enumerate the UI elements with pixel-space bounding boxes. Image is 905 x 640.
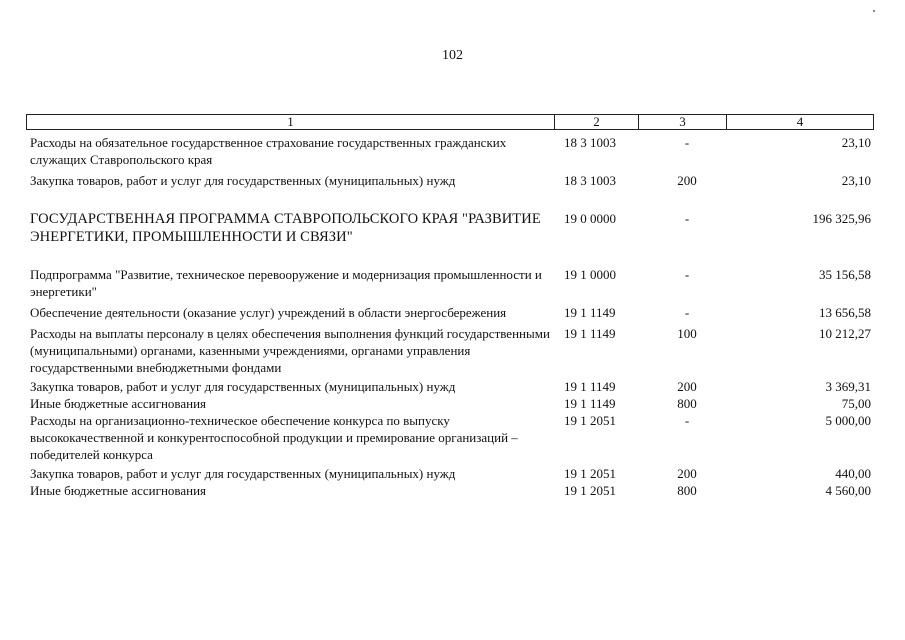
page-number: 102: [442, 48, 463, 63]
row-code: 19 1 1149: [564, 305, 616, 320]
row-type: -: [684, 305, 690, 320]
row-code: 19 1 1149: [564, 396, 616, 411]
scan-speck: [873, 10, 875, 12]
row-type: -: [684, 211, 690, 226]
row-code: 19 1 2051: [564, 466, 616, 481]
row-type: -: [684, 135, 690, 150]
row-sum: 10 212,27: [819, 326, 871, 341]
row-name: Расходы на организационно-техническое обеспечение конкурса по выпуску высококачественной и конкурентоспособной продукции и премирование организаций – победителей конкурса: [30, 413, 518, 462]
row-name: Закупка товаров, работ и услуг для государственных (муниципальных) нужд: [30, 466, 456, 481]
row-sum: 4 560,00: [825, 483, 871, 498]
row-code: 18 3 1003: [564, 173, 616, 188]
table-row: [30, 412, 874, 463]
row-type: 200: [677, 466, 697, 481]
column-header-sum: 4: [796, 114, 804, 129]
row-code: 19 0 0000: [564, 211, 616, 226]
row-sum: 35 156,58: [819, 267, 871, 282]
table-row: [30, 172, 874, 189]
table-row: [30, 304, 874, 321]
table-row: [30, 378, 874, 395]
spacer: [30, 246, 874, 264]
row-name: Обеспечение деятельности (оказание услуг) учреждений в области энергосбережения: [30, 305, 507, 320]
row-name: Закупка товаров, работ и услуг для государственных (муниципальных) нужд: [30, 379, 456, 394]
spacer: [30, 189, 874, 207]
table-row: [30, 395, 874, 412]
row-sum: 5 000,00: [825, 413, 871, 428]
row-sum: 196 325,96: [812, 211, 871, 226]
row-name: Расходы на выплаты персоналу в целях обеспечения выполнения функций государственными (муниципальными) органами, казенными учреждениями, органами управления государственными внебюджетными фондами: [30, 326, 550, 375]
column-header-row: [26, 114, 874, 130]
row-type: 800: [677, 396, 697, 411]
table-row: [30, 465, 874, 482]
table-row: [30, 210, 874, 246]
row-name: Иные бюджетные ассигнования: [30, 483, 207, 498]
column-header-name: 1: [27, 115, 555, 129]
row-code: 19 1 0000: [564, 267, 616, 282]
row-sum: 23,10: [841, 173, 871, 188]
row-sum: 3 369,31: [825, 379, 871, 394]
table-row: [30, 482, 874, 499]
row-code: 19 1 2051: [564, 483, 616, 498]
row-name: Иные бюджетные ассигнования: [30, 396, 207, 411]
row-sum: 440,00: [835, 466, 871, 481]
table-row: [30, 134, 874, 168]
row-type: 800: [677, 483, 697, 498]
row-type: -: [684, 267, 690, 282]
row-code: 19 1 2051: [564, 413, 616, 428]
row-type: -: [684, 413, 690, 428]
column-header-code: 2: [555, 115, 639, 129]
row-name: Закупка товаров, работ и услуг для государственных (муниципальных) нужд: [30, 173, 456, 188]
row-sum: 23,10: [841, 135, 871, 150]
row-type: 200: [677, 379, 697, 394]
row-name: Подпрограмма "Развитие, техническое перевооружение и модернизация промышленности и энергетики": [30, 267, 542, 299]
row-name: ГОСУДАРСТВЕННАЯ ПРОГРАММА СТАВРОПОЛЬСКОГО КРАЯ "РАЗВИТИЕ ЭНЕРГЕТИКИ, ПРОМЫШЛЕННОСТИ И СВЯЗИ": [30, 211, 541, 245]
row-code: 19 1 1149: [564, 379, 616, 394]
table-row: [30, 325, 874, 376]
row-sum: 75,00: [841, 396, 871, 411]
row-name: Расходы на обязательное государственное страхование государственных гражданских служащих Ставропольского края: [30, 135, 507, 167]
budget-table-body: [30, 134, 874, 499]
row-code: 19 1 1149: [564, 326, 616, 341]
column-header-type: 3: [639, 115, 727, 129]
row-sum: 13 656,58: [819, 305, 871, 320]
table-row: [30, 266, 874, 300]
row-type: 200: [677, 173, 697, 188]
row-type: 100: [677, 326, 697, 341]
row-code: 18 3 1003: [564, 135, 616, 150]
